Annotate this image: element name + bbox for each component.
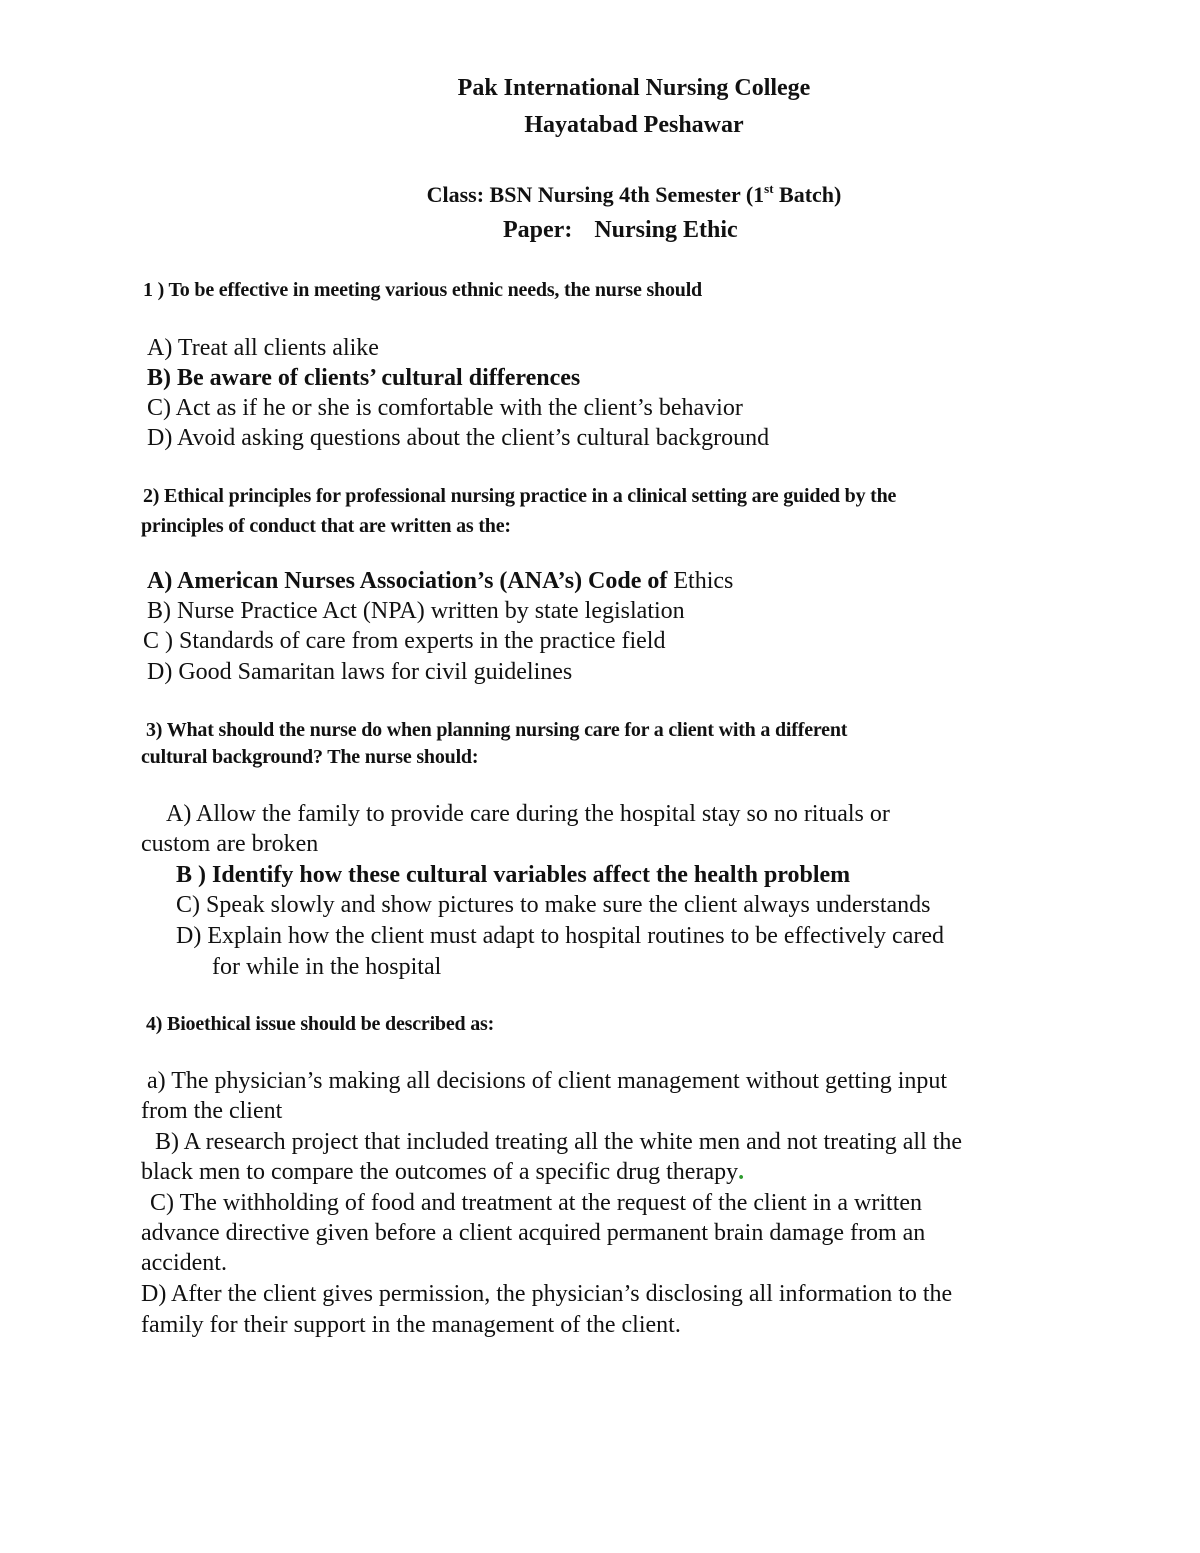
question-3-line-2: cultural background? The nurse should:: [141, 746, 479, 768]
q3-option-d-line-2: for while in the hospital: [212, 954, 442, 980]
q2-option-b: B) Nurse Practice Act (NPA) written by state legislation: [147, 598, 685, 624]
q2-option-a: [147, 569, 733, 593]
q4-option-c-line-2: advance directive given before a client acquired permanent brain damage from an: [141, 1220, 926, 1246]
question-4: 4) Bioethical issue should be described as:: [146, 1013, 495, 1035]
green-period: .: [738, 1159, 745, 1185]
paper-label: Paper:: [503, 217, 573, 243]
q4-option-b-line-2: [141, 1160, 744, 1184]
q3-option-a-line-1: A) Allow the family to provide care during the hospital stay so no rituals or: [166, 801, 890, 827]
paper-line: [503, 218, 738, 242]
q1-option-c: C) Act as if he or she is comfortable with the client’s behavior: [147, 395, 743, 421]
q3-option-c: C) Speak slowly and show pictures to make sure the client always understands: [176, 892, 931, 918]
q2-option-a-bold: A) American Nurses Association’s (ANA’s) Code of: [147, 568, 668, 594]
q4-option-c-line-1: C) The withholding of food and treatment at the request of the client in a written: [150, 1190, 923, 1216]
q1-option-b: B) Be aware of clients’ cultural differences: [147, 365, 581, 391]
q4-option-a-line-2: from the client: [141, 1098, 283, 1124]
class-line: [0, 181, 1200, 207]
q1-option-d: D) Avoid asking questions about the client’s cultural background: [147, 425, 770, 451]
question-2-line-1: 2) Ethical principles for professional nursing practice in a clinical setting are guided by the: [143, 485, 897, 507]
q4-option-b-line-1: B) A research project that included treating all the white men and not treating all the: [155, 1129, 963, 1155]
college-name: Pak International Nursing College: [457, 75, 811, 101]
question-1: 1 ) To be effective in meeting various ethnic needs, the nurse should: [143, 279, 702, 301]
class-suffix: Batch): [773, 182, 842, 207]
class-superscript: st: [764, 181, 774, 196]
q1-option-a: A) Treat all clients alike: [147, 335, 379, 361]
college-location: Hayatabad Peshawar: [524, 112, 744, 138]
q4-option-b-text: black men to compare the outcomes of a specific drug therapy: [141, 1159, 739, 1185]
q2-option-c: C ) Standards of care from experts in the practice field: [143, 628, 666, 654]
q3-option-d-line-1: D) Explain how the client must adapt to hospital routines to be effectively cared: [176, 923, 944, 949]
question-3-line-1: 3) What should the nurse do when planning nursing care for a client with a different: [146, 719, 848, 741]
paper-value: Nursing Ethic: [594, 217, 738, 243]
q2-option-a-rest: Ethics: [667, 568, 734, 594]
class-prefix: Class: BSN Nursing 4th Semester (1: [426, 182, 765, 207]
q4-option-d-line-1: D) After the client gives permission, the physician’s disclosing all information to the: [141, 1281, 953, 1307]
q3-option-a-line-2: custom are broken: [141, 831, 319, 857]
q4-option-d-line-2: family for their support in the management of the client.: [141, 1312, 681, 1338]
question-2-line-2: principles of conduct that are written as the:: [141, 515, 511, 537]
q4-option-c-line-3: accident.: [141, 1250, 227, 1276]
q4-option-a-line-1: a) The physician’s making all decisions of client management without getting input: [147, 1068, 948, 1094]
q2-option-d: D) Good Samaritan laws for civil guidelines: [147, 659, 573, 685]
q3-option-b: B ) Identify how these cultural variables affect the health problem: [176, 862, 851, 888]
